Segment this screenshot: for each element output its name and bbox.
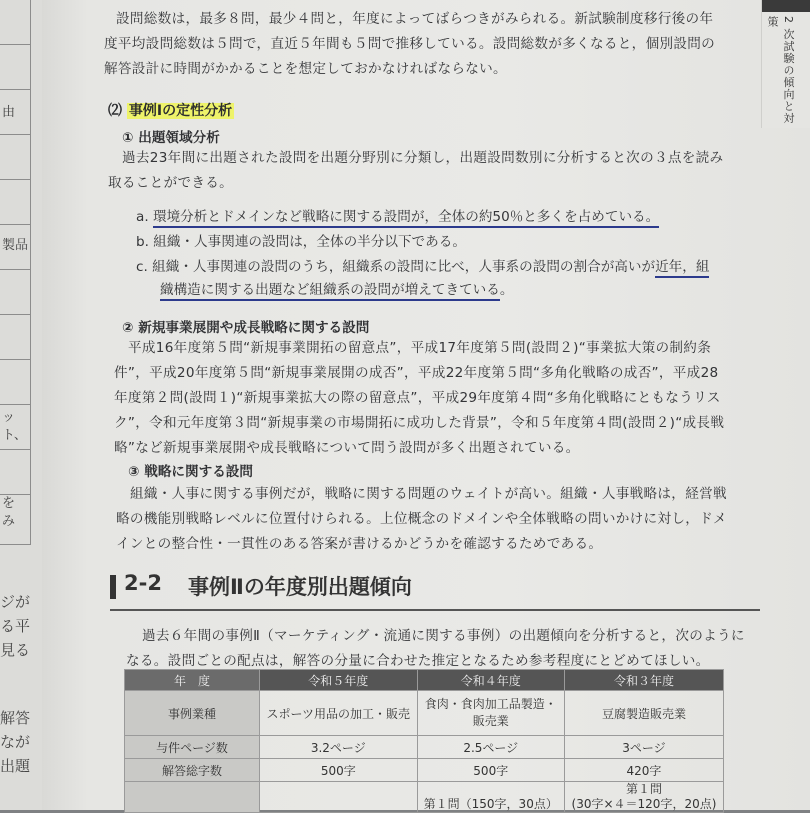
table-cell: 食肉・食肉加工品製造・ 販売業 xyxy=(417,691,564,736)
paragraph-line: なる。設問ごとの配点は，解答の分量に合わせた推定となるため参考程度にとどめてほしい。 xyxy=(126,653,710,669)
list-marker: c. xyxy=(136,259,148,275)
previous-page-edge xyxy=(0,0,44,810)
section-heading xyxy=(108,100,234,120)
list-text: 。 xyxy=(499,282,514,298)
underlined-text: 環境分析とドメインなど戦略に関する設問が，全体の約50％と多くを占めている。 xyxy=(153,209,659,228)
prev-text-line: 解答 xyxy=(0,709,31,727)
list-item-c-continued xyxy=(160,278,513,303)
table-row xyxy=(125,736,724,759)
table-cell: 500字 xyxy=(260,759,418,782)
row-label xyxy=(125,782,260,813)
prev-cell xyxy=(0,360,30,405)
table-cell: 2.5ページ xyxy=(417,736,564,759)
table-cell: 3.2ページ xyxy=(260,736,418,759)
prev-cell xyxy=(0,315,30,360)
side-tab-marker xyxy=(762,0,810,12)
table-header: 令和３年度 xyxy=(564,670,723,691)
paragraph-line: ク”，令和元年度第３問“新規事業の市場開拓に成功した背景”，令和５年度第４問(設問２)“成長戦 xyxy=(114,415,725,431)
yearly-trend-table xyxy=(124,669,724,813)
table-row xyxy=(125,782,724,813)
row-label: 与件ページ数 xyxy=(125,736,260,759)
subsection-heading: ③ 戦略に関する設問 xyxy=(128,464,253,480)
table-header: 令和４年度 xyxy=(417,670,564,691)
table-cell: 420字 xyxy=(564,759,723,782)
paragraph-line: 組織・人事に関する事例だが，戦略に関する問題のウェイトが高い。組織・人事戦略は，経営戦 xyxy=(130,486,727,502)
prev-cell xyxy=(0,135,30,180)
subsection-heading: ② 新規事業展開や成長戦略に関する設問 xyxy=(122,320,370,336)
paragraph-line: 取ることができる。 xyxy=(108,175,234,191)
prev-cell: 由 xyxy=(0,90,30,135)
paragraph-line: 平成16年度第５問“新規事業開拓の留意点”，平成17年度第５問(設問２)“事業拡大策の制約条 xyxy=(128,340,712,356)
paragraph-line: 過去６年間の事例Ⅱ（マーケティング・流通に関する事例）の出題傾向を分析すると，次のように xyxy=(142,628,745,644)
list-marker: a. xyxy=(136,209,149,225)
list-marker: b. xyxy=(136,234,149,250)
prev-cell: を み xyxy=(0,495,30,545)
prev-text-line: なが xyxy=(0,733,31,751)
underlined-text: 近年，組 xyxy=(655,259,709,278)
table-cell: 3ページ xyxy=(564,736,723,759)
prev-cell: 製品 xyxy=(0,225,30,270)
row-label: 事例業種 xyxy=(125,691,260,736)
paragraph-line: 年度第２問(設問１)“新規事業拡大の際の留意点”，平成29年度第４問“多角化戦略にともなうリス xyxy=(114,390,721,406)
table-cell xyxy=(260,782,418,813)
section-title-highlighted: 事例Ⅰの定性分析 xyxy=(128,103,233,119)
table-cell: スポーツ用品の加工・販売 xyxy=(260,691,418,736)
prev-text-line: 見る xyxy=(0,641,31,659)
prev-text-line: ジが xyxy=(0,593,31,611)
prev-text-line: 出題 xyxy=(0,757,31,775)
intro-line: 解答設計に時間がかかることを想定しておかなければならない。 xyxy=(104,61,507,77)
prev-text-line: る平 xyxy=(0,617,31,635)
table-cell: 500字 xyxy=(417,759,564,782)
list-text: 組織・人事関連の設問は，全体の半分以下である。 xyxy=(153,234,466,250)
section-title: 事例Ⅱの年度別出題傾向 xyxy=(188,575,412,599)
intro-line: 設問総数は，最多８問，最少４問と，年度によってばらつきがみられる。新試験制度移行後の年 xyxy=(116,11,714,27)
side-tab-label: 2 次試験の傾向と対策 xyxy=(766,16,795,125)
section-number: 2-2 xyxy=(124,571,162,595)
table-cell: 第１問（150字，30点） xyxy=(417,782,564,813)
list-item-c xyxy=(136,255,709,280)
subsection-heading: ① 出題領域分析 xyxy=(122,130,220,146)
table-header-row xyxy=(125,670,724,691)
table-cell: 豆腐製造販売業 xyxy=(564,691,723,736)
table-row xyxy=(125,691,724,736)
paragraph-line: 略”など新規事業展開や成長戦略について問う設問が多く出題されている。 xyxy=(114,440,580,456)
list-text: 組織・人事関連の設問のうち，組織系の設問に比べ，人事系の設問の割合が高いが xyxy=(152,259,656,275)
chapter-side-tab xyxy=(761,0,810,128)
prev-cell: ット、 xyxy=(0,405,30,450)
heading-bar xyxy=(110,575,116,599)
table-header: 令和５年度 xyxy=(260,670,418,691)
table-cell: 第１問 (30字×４＝120字，20点) xyxy=(564,782,723,813)
prev-cell xyxy=(0,270,30,315)
paragraph-line: 過去23年間に出題された設問を出題分野別に分類し，出題設問数別に分析すると次の３点を読み xyxy=(122,150,724,166)
paragraph-line: 件”，平成20年度第５問“新規事業展開の成否”，平成22年度第５問“多角化戦略の成否”，平成28 xyxy=(114,365,719,381)
list-item-a xyxy=(136,205,659,230)
section-2-2-heading xyxy=(110,565,760,611)
previous-page-text xyxy=(0,590,40,778)
intro-line: 度平均設問総数は５問で，直近５年間も５問で推移している。設問総数が多くなると，個別設問の xyxy=(104,36,716,52)
underlined-text: 織構造に関する出題など組織系の設問が増えてきている xyxy=(160,282,500,301)
prev-cell xyxy=(0,450,30,495)
prev-cell xyxy=(0,0,30,45)
paragraph-line: 略の機能別戦略レベルに位置付けられる。上位概念のドメインや全体戦略の問いかけに対し，ドメ xyxy=(116,511,727,527)
section-number: ⑵ xyxy=(108,103,122,119)
table-header: 年 度 xyxy=(125,670,260,691)
paragraph-line: インとの整合性・一貫性のある答案が書けるかどうかを確認するためである。 xyxy=(116,536,603,552)
table-row xyxy=(125,759,724,782)
prev-cell xyxy=(0,45,30,90)
row-label: 解答総字数 xyxy=(125,759,260,782)
prev-cell xyxy=(0,180,30,225)
previous-page-table xyxy=(0,0,31,545)
list-item-b xyxy=(136,230,466,255)
